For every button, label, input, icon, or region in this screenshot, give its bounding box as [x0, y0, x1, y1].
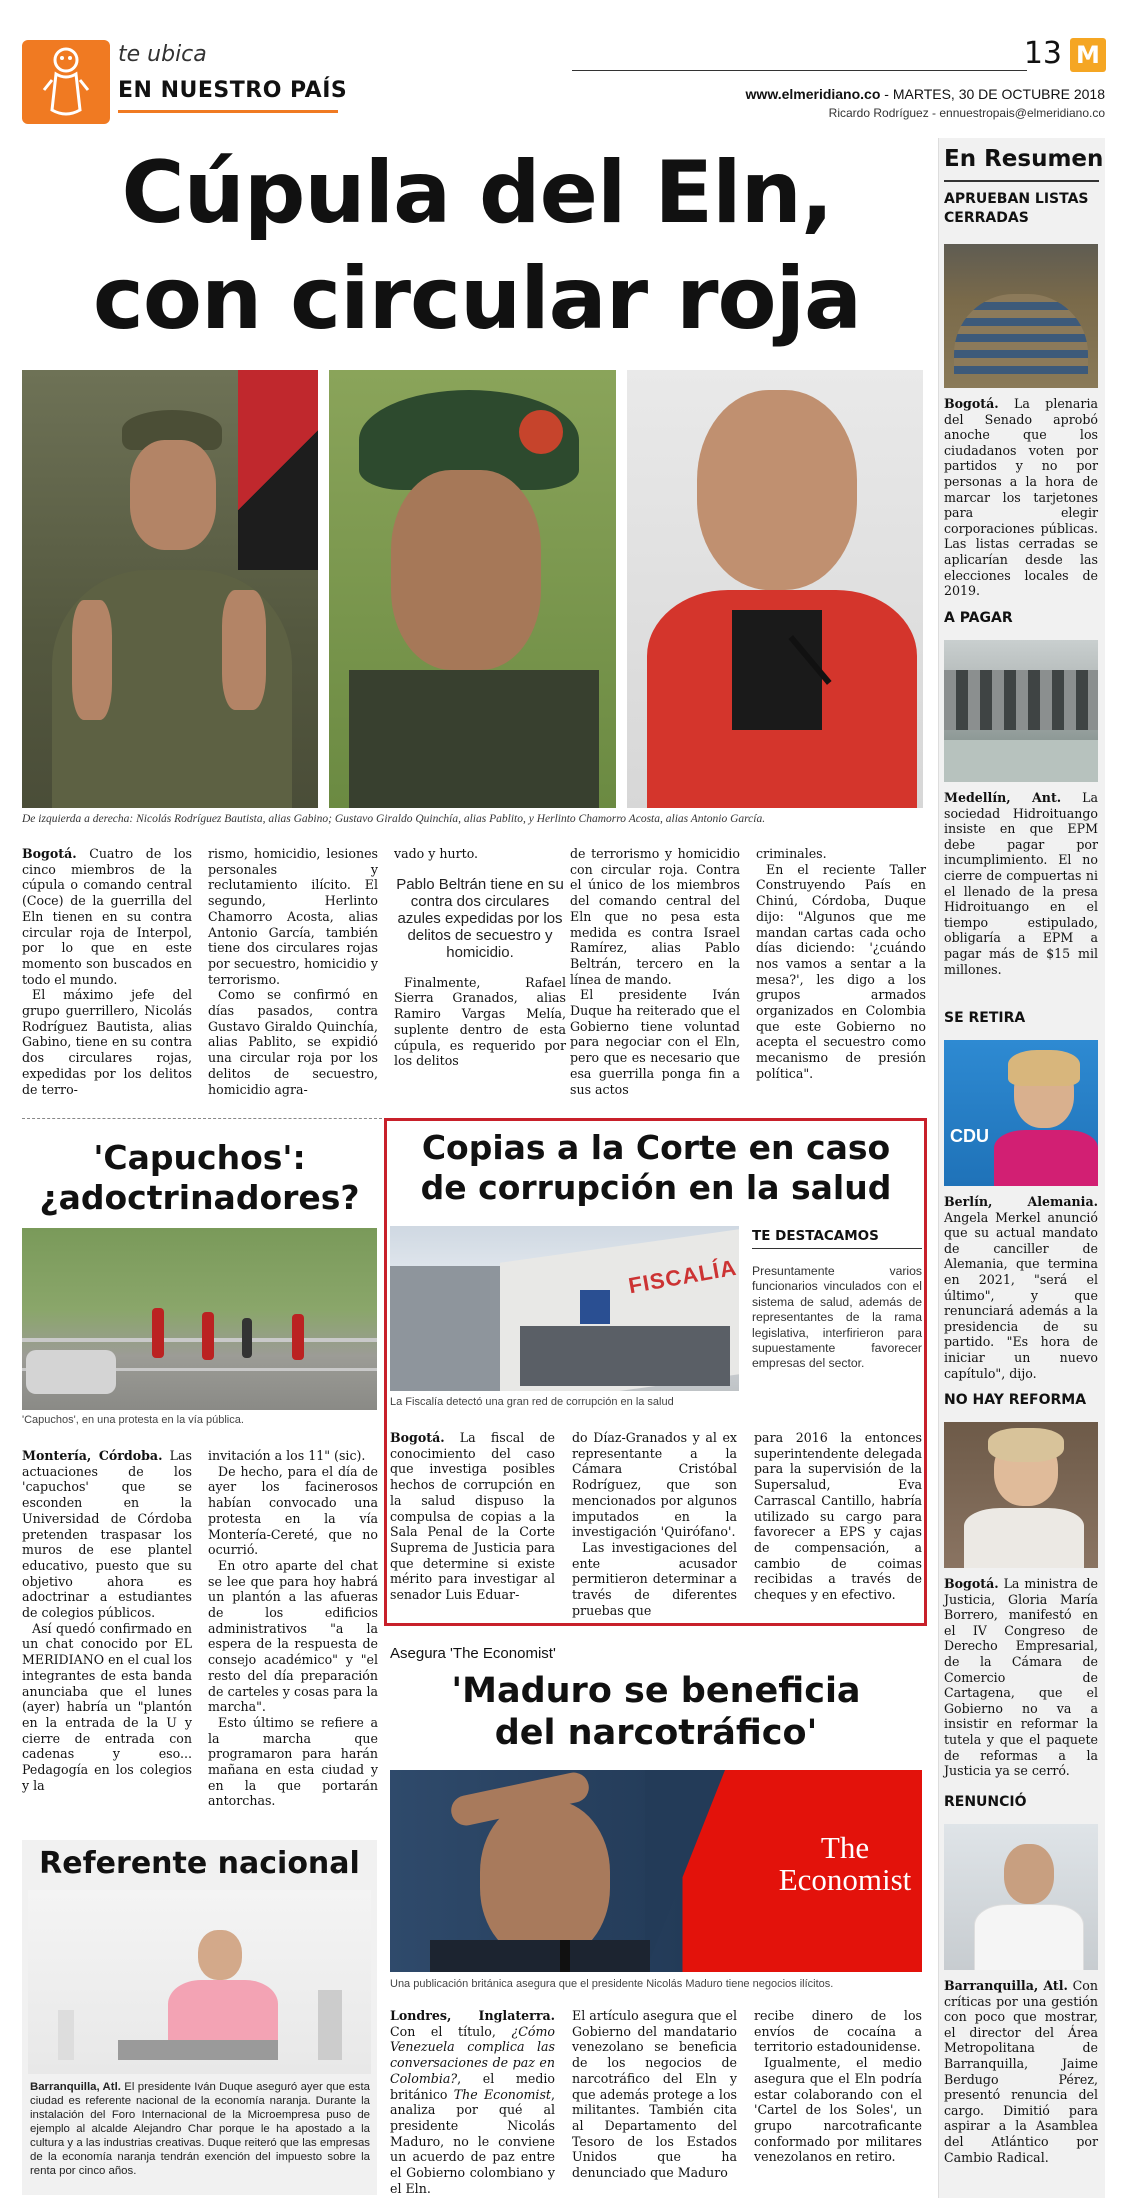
- page-number: 13: [1023, 36, 1062, 71]
- masthead-logo: [22, 40, 110, 124]
- copias-photo: [390, 1226, 739, 1391]
- section-name: EN NUESTRO PAÍS: [118, 78, 348, 103]
- maduro-col2: El artículo asegura que el Gobierno del mandatario venezolano se beneficia de los negocios de narcotráfico del Eln y que además protege a los militantes. También cita al Departamento del Tesoro de los Estados Unidos que ha denunciado que Maduro: [572, 2008, 737, 2181]
- sidebar-item-text: Barranquilla, Atl. Con críticas por una gestión con poco que mostrar, el director del Área Metropolitana de Barranquilla, Jaime Berdugo Pérez, presentó renuncia del cargo. Dimitió para aspirar a la Asamblea del Atlántico por Cambio Radical.: [944, 1978, 1098, 2165]
- sidebar-item-heading: SE RETIRA: [944, 1010, 1026, 1026]
- photo-antonio-garcia: [627, 370, 923, 808]
- section-underline: [118, 110, 338, 113]
- maduro-photo: [390, 1770, 922, 1972]
- issue-date: - MARTES, 30 DE OCTUBRE 2018: [880, 86, 1105, 102]
- photo-gabino: [22, 370, 318, 808]
- copias-col1: Bogotá. La fiscal de conocimiento del caso que investiga posibles hechos de corrupción en la salud dispuso la compulsa de copias a la Sala Penal de la Corte Suprema de Justicia para que determine si existe mérito para investigar al senador Luis Eduar-: [390, 1430, 555, 1603]
- referente-headline: Referente nacional: [39, 1846, 360, 1881]
- main-article-col1: Bogotá. Cuatro de los cinco miembros de la cúpula o comando central (Coce) de la guerrilla del Eln tienen en su contra circular roja de Interpol, por lo que en este momento son buscados en todo el mundo. El máximo jefe del grupo guerrillero, Nicolás Rodríguez Bautista, alias Gabino, tiene en su contra dos circulares rojas, expedidas por los delitos de terro-: [22, 846, 192, 1097]
- sidebar-item-text: Berlín, Alemania. Angela Merkel anunció que su actual mandato de canciller de Alemania, que termina en 2021, "será el último", y que renunciará además a la presidencia de su partido. "Es hora de iniciar un nuevo capítulo", dijo.: [944, 1194, 1098, 1381]
- cdu-badge: CDU: [950, 1126, 989, 1146]
- sidebar-title-rule: [944, 180, 1099, 182]
- mascot-icon: [22, 40, 110, 124]
- main-headline: [22, 140, 932, 352]
- dateline: Bogotá.: [390, 1430, 445, 1445]
- byline: Ricardo Rodríguez - ennuestropais@elmeridiano.co: [828, 106, 1105, 120]
- referente-text: Barranquilla, Atl. El presidente Iván Duque aseguró ayer que esta ciudad es referente nacional de la economía naranja. Durante la instalación del Foro Internacional de la Microempresa puso de ejemplo al alcalde Alejandro Char porque le ha apostado a la cultura y a las industrias creativas. Duque reiteró que las empresas de la economía naranja tendrán exención del impuesto sobre la renta por cinco años.: [30, 2081, 370, 2177]
- main-article-col5: criminales. En el reciente Taller Construyendo País en Chinú, Córdoba, Duque dijo: "Algunos que me mandan cartas cada ocho días diciendo: '¿cuándo nos vamos a sentar a la mesa?', les digo a los grupos armados organizados en Colombia que este Gobierno no acepta el secuestro como mecanismo de presión política".: [756, 846, 926, 1081]
- main-photo-caption: De izquierda a derecha: Nicolás Rodríguez Bautista, alias Gabino; Gustavo Giraldo Quinchía, alias Pablito, y Herlinto Chamorro Acosta, alias Antonio García.: [22, 813, 766, 825]
- sidebar-item-heading: NO HAY REFORMA: [944, 1392, 1087, 1408]
- sidebar-item-text: Bogotá. La ministra de Justicia, Gloria María Borrero, manifestó en el IV Congreso de Derecho Empresarial, de la Cámara de Comercio de Cartagena, que el Gobierno no va a insistir en reformar la tutela y que el paquete de reformas a la Justicia ya se cerró.: [944, 1576, 1098, 1779]
- merkel-photo: [944, 1040, 1098, 1186]
- sidebar-item-text: Bogotá. La plenaria del Senado aprobó anoche que los ciudadanos voten por partidos y no por personas a la hora de marcar los tarjetones para elegir corporaciones públicas. Las listas cerradas se aplicarían desde las elecciones locales de 2019.: [944, 396, 1098, 599]
- pullquote: Pablo Beltrán tiene en su contra dos circulares azules expedidas por los delitos de secuestro y homicidio.: [396, 875, 564, 961]
- maduro-col3: recibe dinero de los envíos de cocaína a territorio estadounidense. Igualmente, el medio asegura que el Eln podría estar colaborando con el 'Cartel de los Soles', un grupo narcotraficante conformado por militares venezolanos en retiro.: [754, 2008, 922, 2165]
- sidebar-title: En Resumen: [944, 146, 1104, 172]
- capuchos-col2: invitación a los 11" (sic). De hecho, para el día de ayer los facinerosos habían convocado una protesta en la vía Montería-Cereté, que no ocurrió. En otro aparte del chat se lee que para hoy habrá un plantón a las afueras de los edificios administrativos "a la espera de la respuesta de consejo académico" y "el resto del día preparación de carteles y cosas para la marcha". Esto último se refiere a la marcha que programaron para harán mañana en esta ciudad y en la que portarán antorchas.: [208, 1448, 378, 1809]
- main-article-col3: vado y hurto. Pablo Beltrán tiene en su contra dos circulares azules expedidas por los delitos de secuestro y homicidio. Finalmente, Rafael Sierra Granados, alias Ramiro Vargas Melía, suplente dentro de esta cúpula, es requerido por los delitos: [394, 846, 566, 1069]
- sidebar-item-heading: A PAGAR: [944, 610, 1013, 626]
- maduro-kicker: Asegura 'The Economist': [390, 1645, 556, 1662]
- copias-caption: La Fiscalía detectó una gran red de corrupción en la salud: [390, 1396, 674, 1408]
- main-headline-line2: con circular roja: [92, 249, 862, 349]
- te-destacamos-label: TE DESTACAMOS: [752, 1228, 922, 1249]
- section-divider: [22, 1118, 382, 1119]
- section-tagline: te ubica: [118, 42, 207, 67]
- maduro-headline: 'Maduro se beneficia del narcotráfico': [451, 1671, 861, 1753]
- economist-logo: The Economist: [778, 1830, 912, 1897]
- dateline: Bogotá.: [22, 846, 77, 861]
- header-rule: [572, 70, 1027, 71]
- fiscalia-sign: FISCALÍA: [626, 1254, 739, 1299]
- te-destacamos-text: Presuntamente varios funcionarios vinculados con el sistema de salud, además de representantes de la rama legislativa, interfirieron para supuestamente favorecer empresas del sector.: [752, 1264, 922, 1371]
- photo-pablito: [329, 370, 616, 808]
- dateline: Montería, Córdoba.: [22, 1448, 163, 1463]
- sidebar-item-text: Medellín, Ant. La sociedad Hidroituango insiste en que EPM debe pagar por incumplimiento. El no cierre de compuertas ni el llenado de la presa Hidroituango en el tiempo estipulado, obligaría a EPM a pagar más de $15 mil millones.: [944, 790, 1098, 977]
- brand-logo: M: [1070, 38, 1106, 72]
- main-headline-line1: Cúpula del Eln,: [121, 143, 833, 243]
- copias-col2: do Díaz-Granados y al ex representante a la Cámara Cristóbal Rodríguez, que son mencionados por algunos imputados en la investigación 'Quirófano'. Las investigaciones del ente acusador permitieron determinar a través de diferentes pruebas que: [572, 1430, 737, 1618]
- sidebar-item-heading: RENUNCIÓ: [944, 1794, 1027, 1810]
- capuchos-col1: Montería, Córdoba. Las actuaciones de los 'capuchos' que se esconden en la Universidad de Córdoba pretenden traspasar los muros de ese plantel educativo, puesto que su objetivo ahora es adoctrinar a estudiantes de colegios públicos. Así quedó confirmado en un chat conocido por EL MERIDIANO en el cual los integrantes de esta banda anunciaba que el lunes (ayer) habría un "plantón en la entrada de la U y cierre de entrada con cadenas y eso... Pedagogía en los colegios y la: [22, 1448, 193, 1793]
- capuchos-headline: 'Capuchos': ¿adoctrinadores?: [39, 1138, 360, 1217]
- dam-photo: [944, 640, 1098, 782]
- borrero-photo: [944, 1422, 1098, 1568]
- capuchos-photo: [22, 1228, 377, 1410]
- main-article-col4: de terrorismo y homicidio con circular roja. Contra el único de los miembros del comando central del Eln que no pesa esta medida es contra Israel Ramírez, alias Pablo Beltrán, tercero en la línea de mando. El presidente Iván Duque ha reiterado que el Gobierno tiene voluntad para negociar con el Eln, pero que es necesario que esa guerrilla ponga fin a sus actos: [570, 846, 740, 1097]
- main-article-col2: rismo, homicidio, lesiones personales y reclutamiento ilícito. El segundo, Herlinto Chamorro Acosta, alias Antonio García, también tiene dos circulares rojas por secuestro, homicidio y terrorismo. Como se confirmó en días pasados, contra Gustavo Giraldo Quinchía, alias Pablito, se expidió una circular roja por los delitos de secuestro, homicidio agra-: [208, 846, 378, 1097]
- site-url[interactable]: www.elmeridiano.co: [745, 86, 881, 102]
- referente-photo: [28, 1890, 371, 2074]
- copias-headline: Copias a la Corte en caso de corrupción en la salud: [420, 1128, 892, 1207]
- senate-photo: [944, 244, 1098, 388]
- berdugo-photo: [944, 1824, 1098, 1970]
- sidebar-item-heading: APRUEBAN LISTAS CERRADAS: [944, 191, 1089, 226]
- capuchos-caption: 'Capuchos', en una protesta en la vía pública.: [22, 1414, 244, 1426]
- copias-col3: para 2016 la entonces superintendente delegada para la supervisión de la Supersalud, Eva Carrascal Cantillo, habría utilizado su cargo para favorecer a EPS y cajas de compensación, a cambio de coimas recibidas a través de cheques y en efectivo.: [754, 1430, 922, 1603]
- site-date-line: [600, 86, 1105, 102]
- maduro-caption: Una publicación británica asegura que el presidente Nicolás Maduro tiene negocios ilícitos.: [390, 1978, 834, 1990]
- dateline: Londres, Inglaterra.: [390, 2008, 555, 2023]
- maduro-col1: Londres, Inglaterra. Con el título, ¿Cómo Venezuela complica las conversaciones de paz en Colombia?, el medio británico The Economist, analiza por qué al presidente Nicolás Maduro, no le conviene un acuerdo de paz entre el Gobierno colombiano y el Eln.: [390, 2008, 555, 2196]
